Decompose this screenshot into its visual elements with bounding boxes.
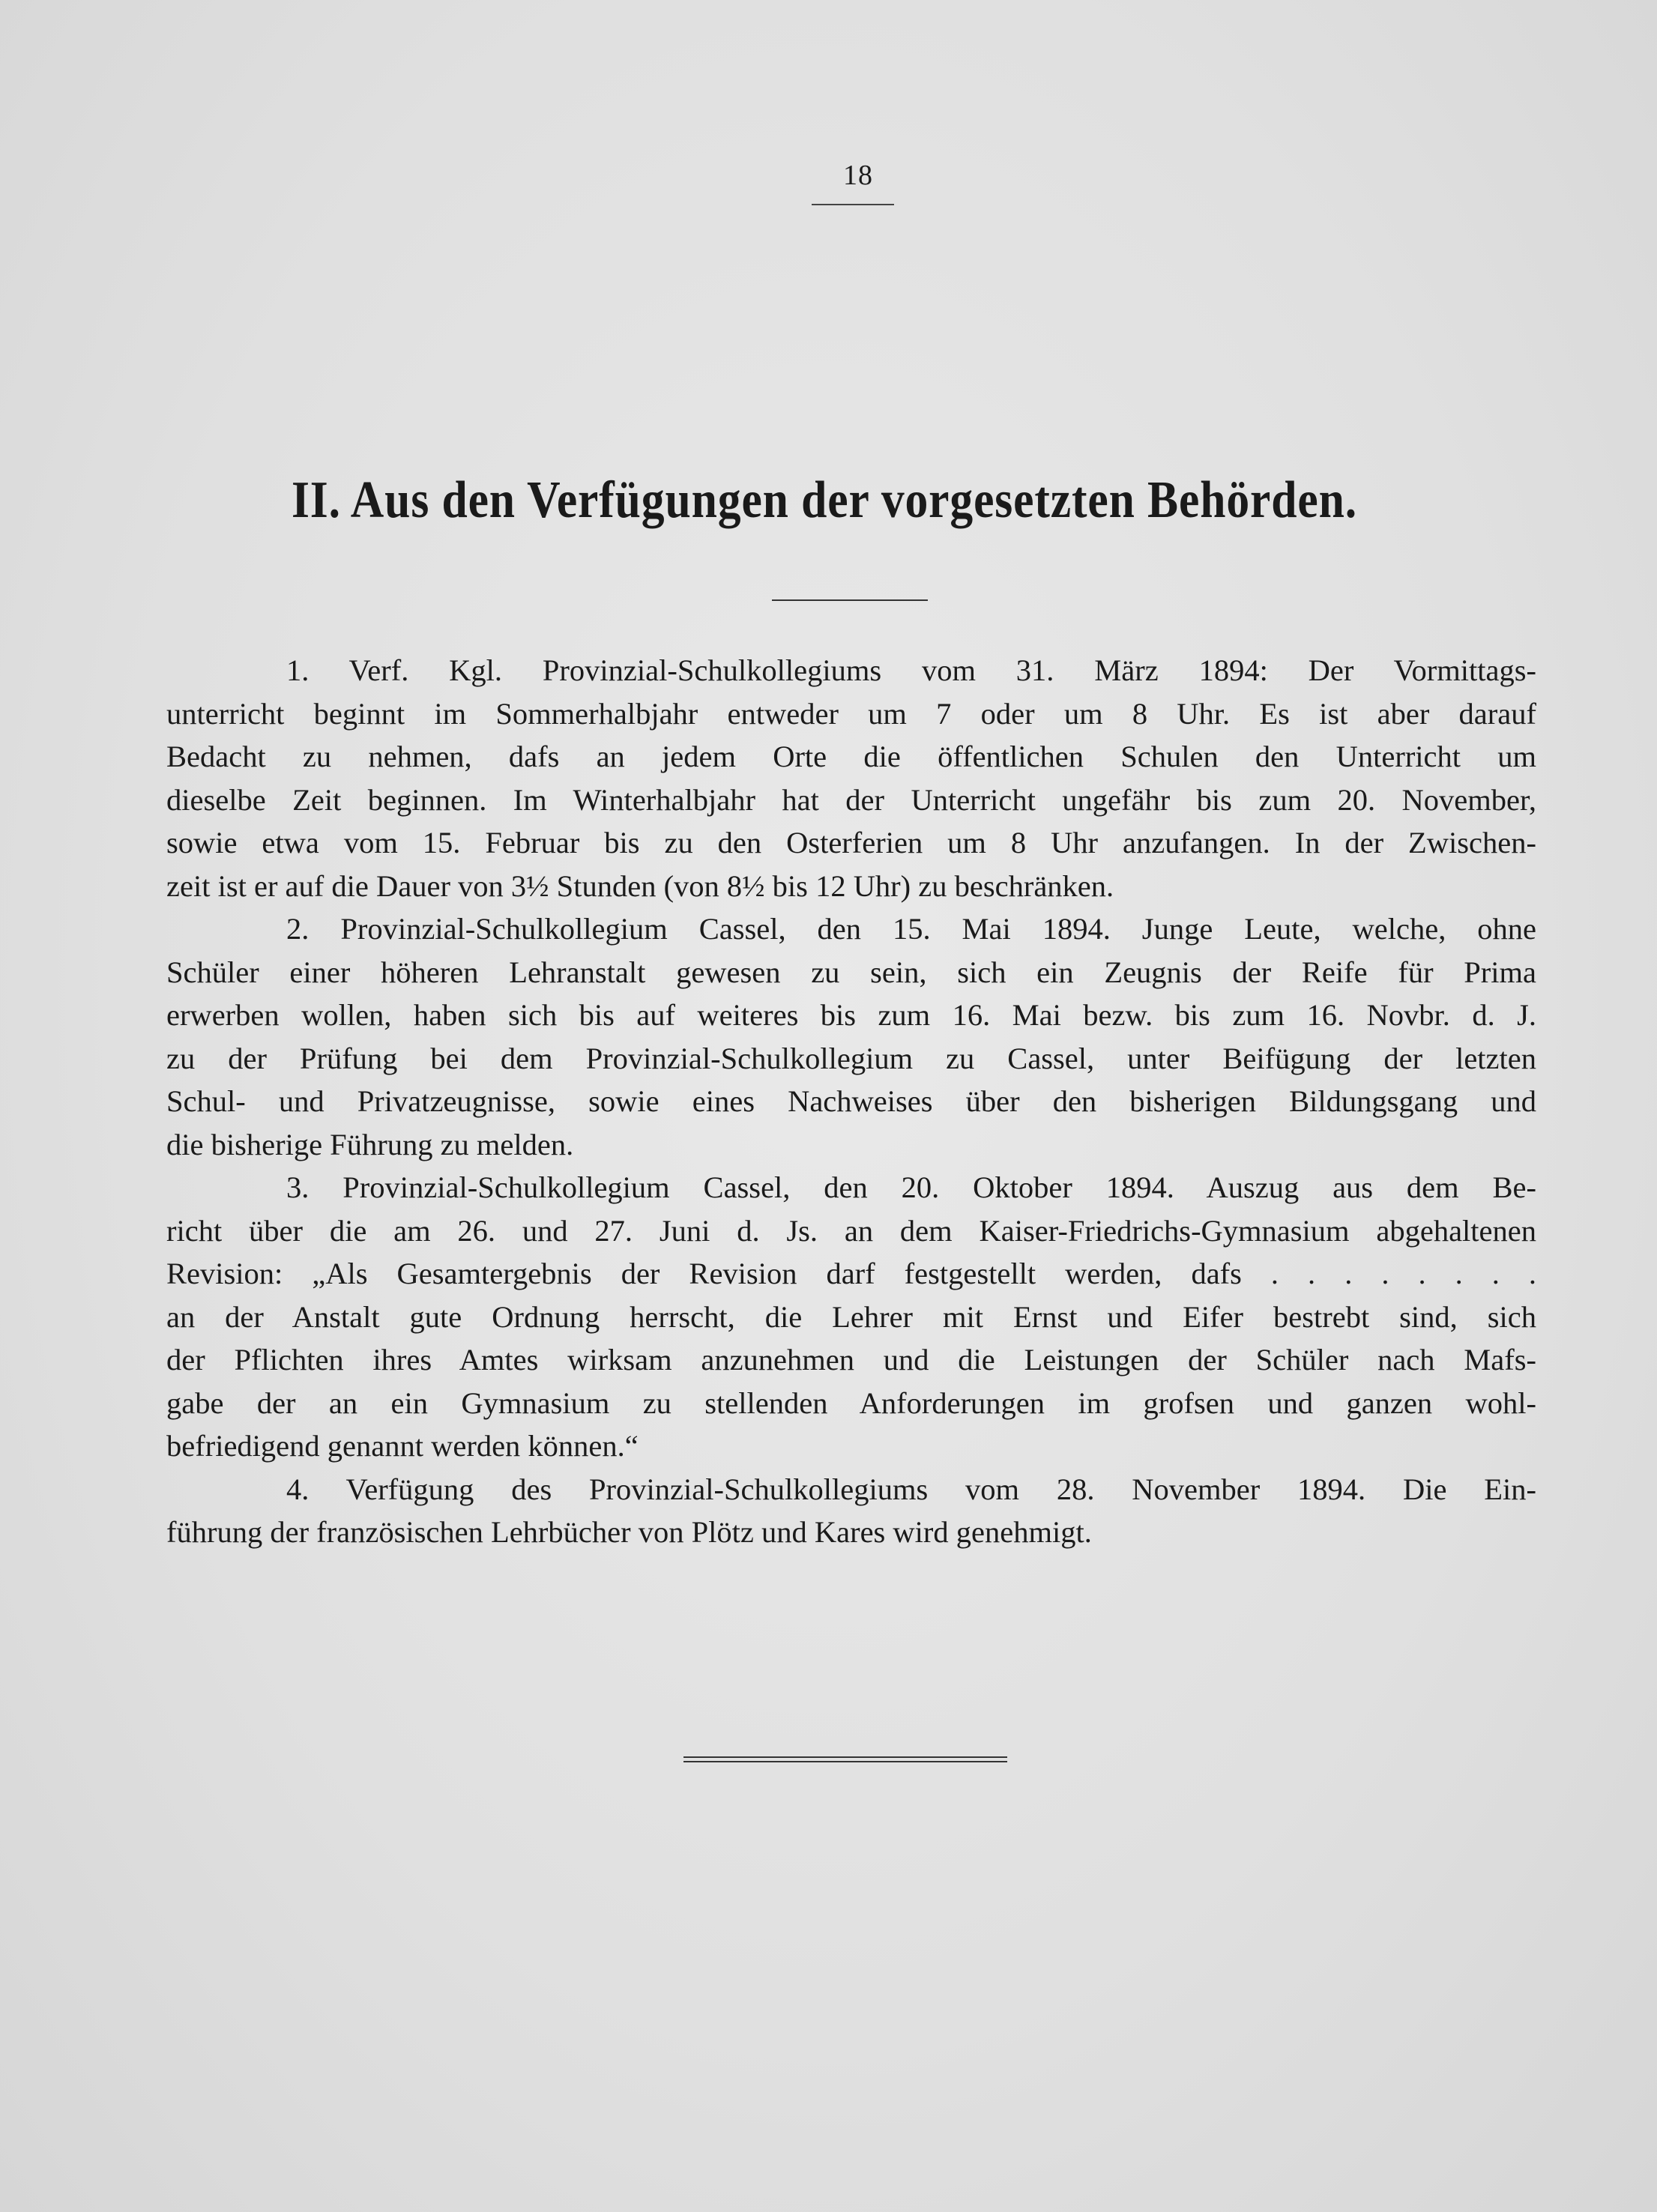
page-number: 18 [843,160,873,191]
text-line: sowie etwa vom 15. Februar bis zu den Osterferien um 8 Uhr anzufangen. In der Zwischen- [166,826,1536,859]
paragraph-3 [166,1166,1536,1468]
text-line: Bedacht zu nehmen, dafs an jedem Orte die öffentlichen Schulen den Unterricht um [166,740,1536,773]
paragraph-1 [166,649,1536,907]
text-line: an der Anstalt gute Ordnung herrscht, die Lehrer mit Ernst und Eifer bestrebt sind, sich [166,1299,1536,1334]
text-line: Schul- und Privatzeugnisse, sowie eines Nachweises über den bisherigen Bildungsgang und [166,1084,1536,1118]
section-heading: II. Aus den Verfügungen der vorgesetzten Behörden. [291,471,1358,529]
text-line: 3. Provinzial-Schulkollegium Cassel, den 20. Oktober 1894. Auszug aus dem Be- [286,1170,1536,1204]
text-line: Schüler einer höheren Lehranstalt gewesen zu sein, sich ein Zeugnis der Reife für Prima [166,955,1536,989]
text-line: zu der Prüfung bei dem Provinzial-Schulkollegium zu Cassel, unter Beifügung der letzten [166,1041,1536,1075]
text-line: dieselbe Zeit beginnen. Im Winterhalbjahr hat der Unterricht ungefähr bis zum 20. November, [166,782,1536,817]
text-line: 1. Verf. Kgl. Provinzial-Schulkollegiums vom 31. März 1894: Der Vormittags- [286,653,1536,687]
text-line: unterricht beginnt im Sommerhalbjahr entweder um 7 oder um 8 Uhr. Es ist aber darauf [166,696,1536,731]
paragraph-4 [166,1468,1536,1554]
end-of-section-rule [683,1756,1007,1765]
text-line: gabe der an ein Gymnasium zu stellenden Anforderungen im grofsen und ganzen wohl- [166,1385,1536,1420]
heading-divider [772,599,928,601]
text-line: Revision: „Als Gesamtergebnis der Revision darf festgestellt werden, dafs . . . . . . . . [166,1257,1536,1290]
body-text [166,649,1536,1554]
text-line: richt über die am 26. und 27. Juni d. Js. an dem Kaiser-Friedrichs-Gymnasium abgehaltenen [166,1213,1536,1248]
text-line: der Pflichten ihres Amtes wirksam anzunehmen und die Leistungen der Schüler nach Mafs- [166,1343,1536,1377]
text-line: führung der französischen Lehrbücher von Plötz und Kares wird genehmigt. [166,1515,1092,1549]
page-number-underline [812,204,894,205]
text-line: befriedigend genannt werden können.“ [166,1429,639,1463]
text-line: erwerben wollen, haben sich bis auf weiteres bis zum 16. Mai bezw. bis zum 16. Novbr. d. J. [166,998,1536,1032]
text-line: zeit ist er auf die Dauer von 3½ Stunden (von 8½ bis 12 Uhr) zu beschränken. [166,868,1114,903]
text-line: die bisherige Führung zu melden. [166,1127,574,1161]
text-line: 4. Verfügung des Provinzial-Schulkollegiums vom 28. November 1894. Die Ein- [286,1472,1536,1506]
paragraph-2 [166,907,1536,1166]
text-line: 2. Provinzial-Schulkollegium Cassel, den 15. Mai 1894. Junge Leute, welche, ohne [286,912,1536,946]
